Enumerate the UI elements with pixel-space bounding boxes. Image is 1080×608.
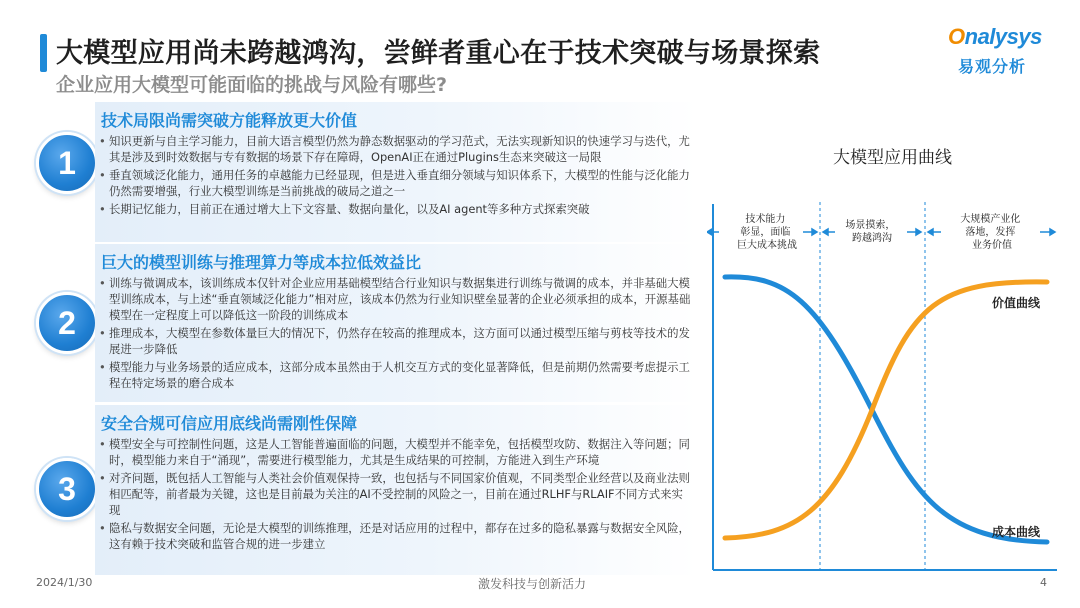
bullet-item: • 推理成本，大模型在参数体量巨大的情况下，仍然存在较高的推理成本，这方面可以通过模型压缩与剪枝等技术的发展进一步降低	[109, 325, 693, 357]
phase-1-line-2: 彰显，面临	[740, 227, 791, 238]
section-number-1: 1	[36, 132, 98, 194]
section-number-2: 2	[36, 292, 98, 354]
cost-curve	[725, 277, 1047, 542]
value-curve	[725, 282, 1047, 538]
phase-3-line-3: 业务价值	[972, 240, 1012, 251]
bullet-item: • 模型能力与业务场景的适应成本，这部分成本虽然由于人机交互方式的变化显著降低，但是前期仍然需要考虑提示工程在特定场景的磨合成本	[109, 359, 693, 391]
bullet-list	[95, 273, 697, 391]
section-heading: 技术局限尚需突破方能释放更大价值	[101, 111, 358, 130]
cost-curve-label: 成本曲线	[992, 525, 1041, 539]
value-curve-label: 价值曲线	[992, 296, 1041, 310]
phase-1-line-1: 技术能力	[745, 214, 786, 225]
footer-date: 2024/1/30	[36, 576, 93, 589]
logo-subtext: 易观分析	[958, 57, 1027, 76]
phase-2-line-2: 跨越鸿沟	[852, 233, 892, 244]
section-heading: 安全合规可信应用底线尚需刚性保障	[101, 414, 358, 433]
page-title: 大模型应用尚未跨越鸿沟，尝鲜者重心在于技术突破与场景探索	[56, 38, 821, 69]
bullet-item: • 模型安全与可控制性问题，这是人工智能普遍面临的问题，大模型并不能幸免，包括模型攻防、数据注入等问题；同时，模型能力来自于“涌现”，需要进行模型能力，尤其是生成结果的可控制，方能进入到生产环境	[109, 436, 693, 468]
section-3	[95, 405, 697, 575]
page-number: 4	[1040, 576, 1047, 589]
application-curve-chart	[707, 180, 1062, 575]
phase-label-1	[737, 212, 797, 251]
bullet-item: • 垂直领域泛化能力，通用任务的卓越能力已经显现，但是进入垂直细分领域与知识体系下，大模型的性能与泛化能力仍然需要增强，行业大模型训练是当前挑战的破局之道之一	[109, 167, 693, 199]
page-subtitle: 企业应用大模型可能面临的挑战与风险有哪些?	[56, 74, 448, 96]
bullet-list	[95, 434, 697, 552]
chart-title: 大模型应用曲线	[833, 148, 952, 168]
section-1	[95, 102, 697, 242]
bullet-list	[95, 131, 697, 217]
bullet-item: • 训练与微调成本，该训练成本仅针对企业应用基础模型结合行业知识与数据集进行训练与微调的成本，并非基础大模型训练成本，与上述“垂直领域泛化能力”相对应，该成本仍然为行业知识壁垒显著的企业必须承担的成本，开源基础模型在一定程度上可以降低这一阶段的训练成本	[109, 275, 693, 323]
section-2	[95, 244, 697, 402]
footer-tagline: 激发科技与创新活力	[478, 577, 587, 591]
phase-1-line-3: 巨大成本挑战	[737, 240, 797, 251]
phase-2-line-1: 场景摸索，	[845, 220, 896, 231]
bullet-item: • 长期记忆能力，目前正在通过增大上下文容量、数据向量化，以及AI agent等多种方式探索突破	[109, 201, 693, 217]
phase-label-3	[960, 212, 1023, 251]
title-accent-bar	[40, 34, 47, 72]
analysys-logo	[948, 24, 1058, 80]
phase-3-line-2: 落地，发挥	[965, 227, 1016, 238]
bullet-item: • 隐私与数据安全问题，无论是大模型的训练推理，还是对话应用的过程中，都存在过多的隐私暴露与数据安全风险，这有赖于技术突破和监管合规的进一步建立	[109, 520, 693, 552]
section-heading: 巨大的模型训练与推理算力等成本拉低效益比	[101, 253, 422, 272]
section-number-3: 3	[36, 458, 98, 520]
bullet-item: • 对齐问题，既包括人工智能与人类社会价值观保持一致，也包括与不同国家价值观，不同类型企业经营以及商业法则相匹配等，前者最为关键，这也是目前最为关注的AI不受控制的风险之一，目前在通过RLHF与RLAIF不同方式来实现	[109, 470, 693, 518]
phase-label-2	[845, 218, 898, 244]
bullet-item: • 知识更新与自主学习能力，目前大语言模型仍然为静态数据驱动的学习范式，无法实现新知识的快速学习与迭代，尤其是涉及到时效数据与专有数据的场景下存在障碍，OpenAI正在通过Plugins生态来突破这一局限	[109, 133, 693, 165]
logo-wordmark: Onalysys	[948, 24, 1042, 49]
phase-3-line-1: 大规模产业化	[960, 214, 1021, 225]
chart-svg	[707, 180, 1062, 575]
